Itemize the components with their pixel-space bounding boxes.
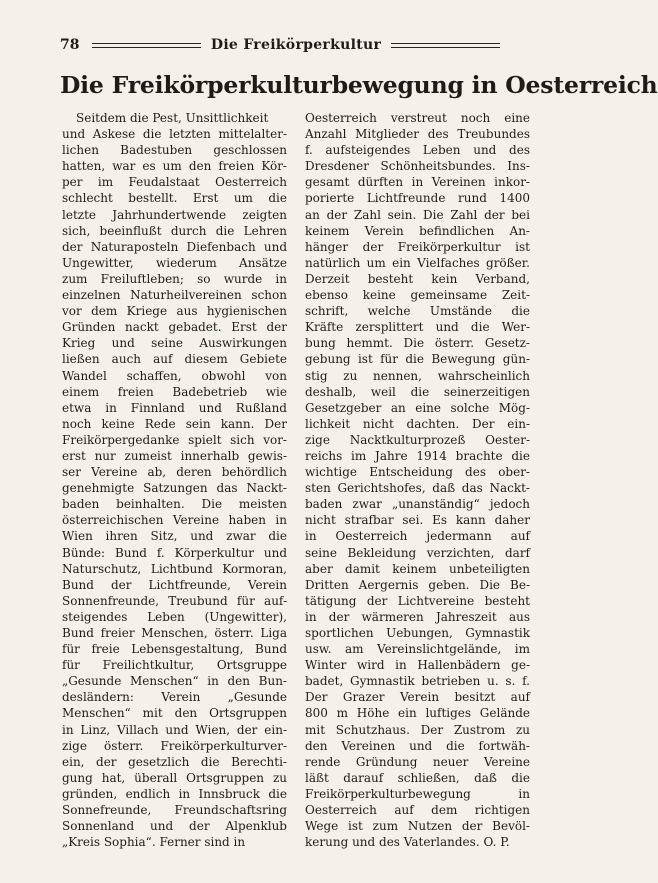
- text-line: einem freien Badebetrieb wie: [62, 384, 287, 399]
- text-line: Dresdener Schönheitsbundes. Ins-: [305, 159, 530, 174]
- text-line: porierte Lichtfreunde rund 1400: [305, 191, 530, 206]
- text-line: bung hemmt. Die österr. Gesetz-: [305, 336, 530, 351]
- text-line: einzelnen Naturheilvereinen schon: [62, 288, 287, 303]
- text-line: „Gesunde Menschen“ in den Bun-: [62, 674, 287, 689]
- text-line: Sonnenland und der Alpenklub: [62, 819, 287, 834]
- text-line: Bund freier Menschen, österr. Liga: [62, 626, 287, 640]
- text-line: Kräfte zersplittert und die Wer-: [305, 320, 530, 335]
- text-line: Freikörperkulturbewegung in: [305, 786, 530, 801]
- text-line: etwa in Finnland und Rußland: [62, 400, 287, 415]
- text-line: ebenso keine gemeinsame Zeit-: [305, 288, 530, 303]
- text-line: zum Freiluftleben; so wurde in: [62, 271, 287, 286]
- text-line: Wege ist zum Nutzen der Bevöl-: [305, 819, 530, 834]
- text-line: baden beinhalten. Die meisten: [62, 497, 287, 512]
- text-line: erst nur zumeist innerhalb gewis-: [62, 448, 287, 463]
- text-line: hatten, war es um den freien Kör-: [62, 159, 287, 174]
- text-line: kerung und des Vaterlandes. O. P.: [305, 835, 510, 850]
- text-line: nicht strafbar sei. Es kann daher: [305, 513, 530, 528]
- text-line: badet, Gymnastik betrieben u. s. f.: [305, 674, 530, 689]
- text-line: natürlich um ein Vielfaches größer.: [305, 255, 530, 270]
- text-line: Winter wird in Hallenbädern ge-: [305, 658, 530, 673]
- text-line: Anzahl Mitglieder des Treubundes: [305, 127, 530, 142]
- text-line: desländern: Verein „Gesunde: [62, 690, 287, 705]
- text-line: Gesetzgeber an eine solche Mög-: [305, 400, 530, 415]
- text-line: sportlichen Uebungen, Gymnastik: [305, 626, 530, 640]
- text-line: steigendes Leben (Ungewitter),: [62, 609, 287, 624]
- text-line: Bünde: Bund f. Körperkultur und: [62, 545, 287, 560]
- article-column-right: [305, 110, 530, 850]
- text-line: Dritten Aergernis geben. Die Be-: [305, 577, 530, 592]
- text-line: Wandel schaffen, obwohl von: [62, 368, 287, 383]
- text-line: deshalb, weil die seinerzeitigen: [305, 384, 530, 399]
- text-line: Freikörpergedanke spielt sich vor-: [62, 432, 287, 447]
- text-line: sten Gerichtshofes, daß das Nackt-: [305, 481, 530, 496]
- text-line: per im Feudalstaat Oesterreich: [62, 175, 287, 190]
- text-line: hänger der Freikörperkultur ist: [305, 239, 530, 254]
- text-line: Menschen“ mit den Ortsgruppen: [62, 706, 287, 721]
- text-line: Oesterreich auf dem richtigen: [305, 803, 530, 818]
- text-line: Sonnefreunde, Freundschaftsring: [62, 803, 287, 818]
- text-line: zige österr. Freikörperkulturver-: [62, 738, 287, 753]
- article-title: Die Freikörperkulturbewegung in Oesterreich: [60, 71, 658, 99]
- text-line: Derzeit besteht kein Verband,: [305, 271, 530, 286]
- text-line: Der Grazer Verein besitzt auf: [305, 690, 530, 705]
- text-line: Gründen nackt gebadet. Erst der: [62, 320, 287, 335]
- text-line: gung hat, überall Ortsgruppen zu: [62, 770, 287, 785]
- text-line: baden zwar „unanständig“ jedoch: [305, 497, 530, 512]
- text-line: lichen Badestuben geschlossen: [62, 143, 287, 158]
- page-number: 78: [60, 37, 80, 53]
- text-line: und Askese die letzten mittelalter-: [62, 127, 287, 142]
- text-line: Seitdem die Pest, Unsittlichkeit: [76, 111, 269, 125]
- text-line: ein, der gesetzlich die Berechti-: [62, 754, 287, 769]
- text-line: schrift, welche Umstände die: [305, 304, 530, 319]
- text-line: Bund der Lichtfreunde, Verein: [62, 577, 287, 592]
- text-line: Wien ihren Sitz, und zwar die: [62, 529, 287, 544]
- text-line: noch keine Rede sein kann. Der: [62, 416, 287, 431]
- text-line: usw. am Vereinslichtgelände, im: [305, 642, 530, 657]
- text-line: Ungewitter, wiederum Ansätze: [62, 255, 287, 270]
- text-line: österreichischen Vereine haben in: [62, 513, 287, 528]
- text-line: für freie Lebensgestaltung, Bund: [62, 642, 287, 657]
- text-line: stig zu nennen, wahrscheinlich: [305, 368, 530, 383]
- text-line: gesamt dürften in Vereinen inkor-: [305, 175, 530, 190]
- running-head: Die Freikörperkultur: [210, 37, 382, 53]
- text-line: rende Gründung neuer Vereine: [305, 754, 530, 769]
- text-line: an der Zahl sein. Die Zahl der bei: [305, 207, 530, 222]
- text-line: 800 m Höhe ein luftiges Gelände: [305, 706, 530, 721]
- text-line: ser Vereine ab, deren behördlich: [62, 465, 287, 480]
- text-line: schlecht bestellt. Erst um die: [62, 191, 287, 206]
- text-line: keinem Verein befindlichen An-: [305, 223, 530, 238]
- text-line: in Linz, Villach und Wien, der ein-: [62, 722, 287, 737]
- text-line: f. aufsteigendes Leben und des: [305, 143, 530, 158]
- text-line: aber damit keinem unbeteiligten: [305, 561, 530, 576]
- text-line: reichs im Jahre 1914 brachte die: [305, 448, 530, 463]
- text-line: gebung ist für die Bewegung gün-: [305, 352, 530, 367]
- text-line: letzte Jahrhundertwende zeigten: [62, 207, 287, 222]
- text-line: Krieg und seine Auswirkungen: [62, 336, 287, 351]
- text-line: „Kreis Sophia“. Ferner sind in: [62, 835, 246, 850]
- text-line: gründen, endlich in Innsbruck die: [62, 786, 287, 801]
- article-column-left: [62, 110, 287, 850]
- text-line: ließen auch auf diesem Gebiete: [62, 352, 287, 367]
- text-line: Naturschutz, Lichtbund Kormoran,: [62, 561, 287, 576]
- text-line: wichtige Entscheidung des ober-: [305, 465, 530, 480]
- text-line: vor dem Kriege aus hygienischen: [62, 304, 287, 319]
- text-line: in Oesterreich jedermann auf: [305, 529, 530, 544]
- text-line: Oesterreich verstreut noch eine: [305, 111, 530, 125]
- text-line: seine Bekleidung verzichten, darf: [305, 545, 530, 560]
- text-line: in der wärmeren Jahreszeit aus: [305, 609, 530, 624]
- text-line: läßt darauf schließen, daß die: [305, 770, 530, 785]
- text-line: tätigung der Lichtvereine besteht: [305, 593, 530, 608]
- text-line: genehmigte Satzungen das Nackt-: [62, 481, 287, 496]
- text-line: Sonnenfreunde, Treubund für auf-: [62, 593, 287, 608]
- text-line: für Freilichtkultur, Ortsgruppe: [62, 658, 287, 673]
- text-line: sich, beeinflußt durch die Lehren: [62, 223, 287, 238]
- text-line: mit Schutzhaus. Der Zustrom zu: [305, 722, 530, 737]
- header-rule-right: [391, 43, 500, 48]
- text-line: zige Nacktkulturprozeß Oester-: [305, 432, 530, 447]
- page-header: [60, 34, 510, 56]
- header-rule: [92, 43, 201, 48]
- text-line: den Vereinen und die fortwäh-: [305, 738, 530, 753]
- text-line: lichkeit nicht dachten. Der ein-: [305, 416, 530, 431]
- text-line: der Naturaposteln Diefenbach und: [62, 239, 287, 254]
